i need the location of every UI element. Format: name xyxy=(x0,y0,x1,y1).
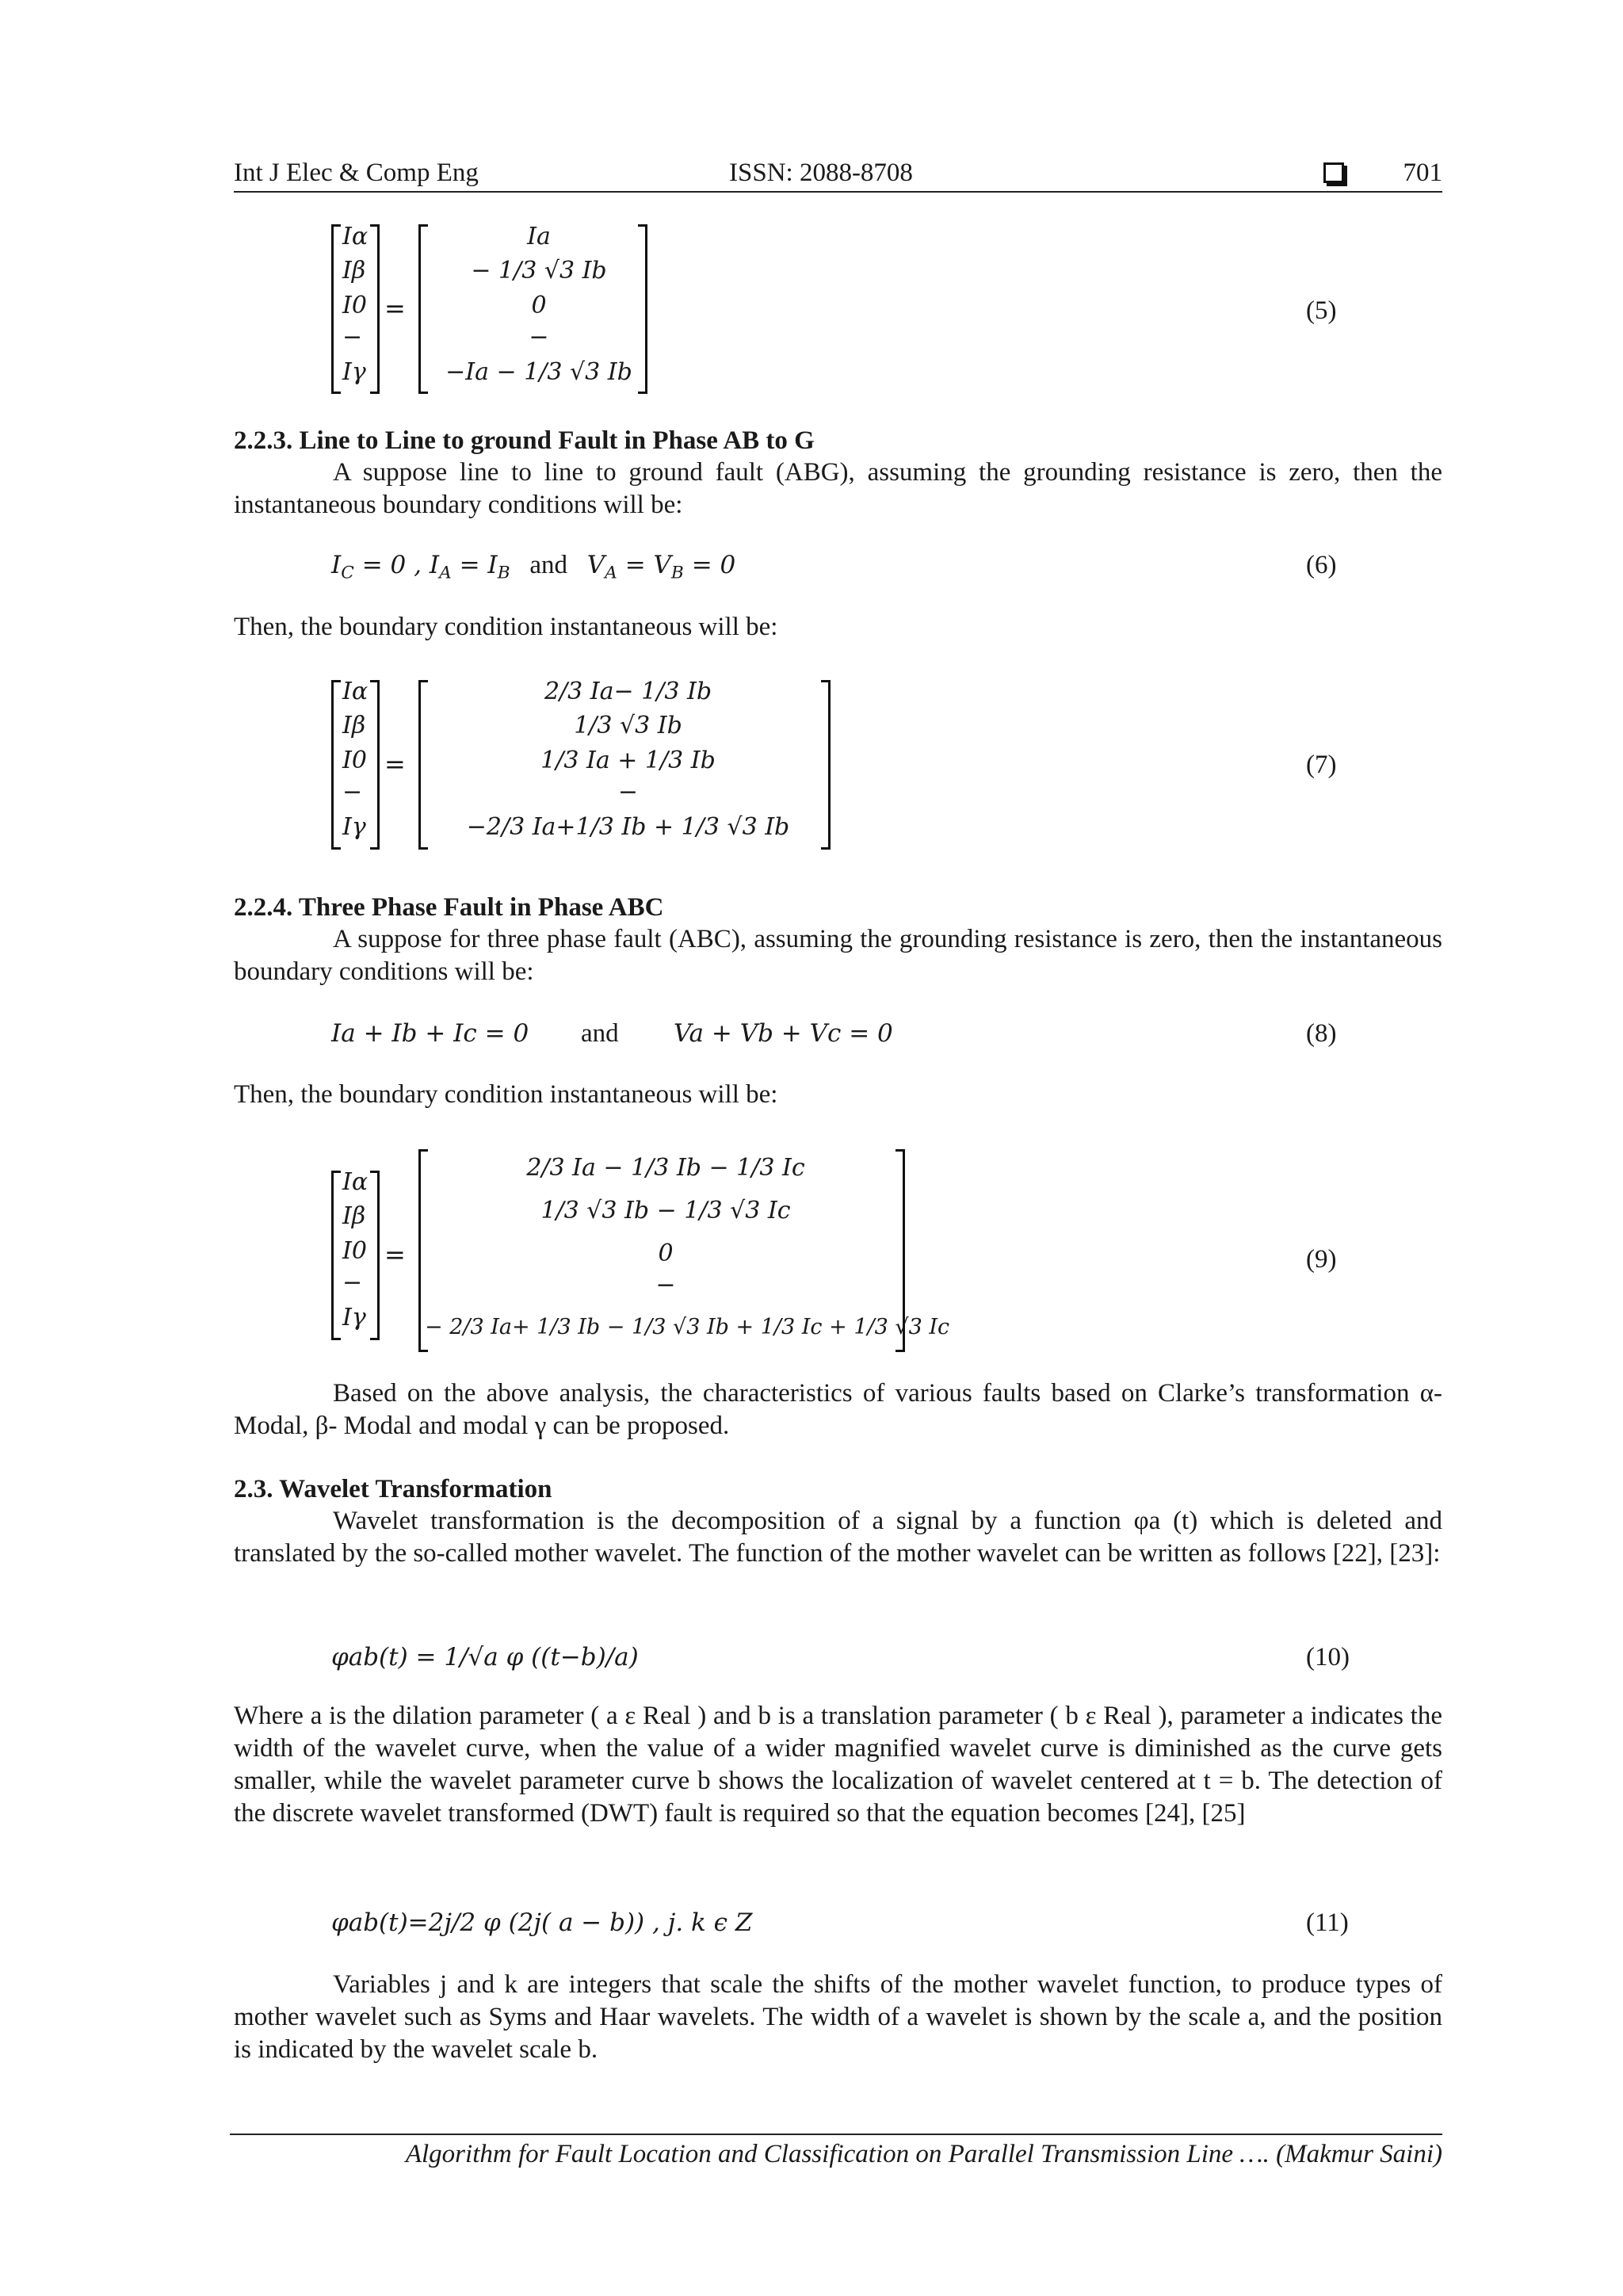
equation-11-text: φab(t)=2j/2 φ (2j( a − b)) , j. k ϵ Z xyxy=(331,1908,753,1937)
matrix-entry: Iα xyxy=(342,678,369,705)
matrix-entry: Iβ xyxy=(342,712,366,739)
equation-8-left: Ia + Ib + Ic = 0 xyxy=(331,1019,529,1048)
matrix-entry: Iγ xyxy=(342,1304,366,1331)
equals-sign: = xyxy=(384,293,406,323)
matrix-entry: 0 xyxy=(658,1240,674,1267)
paragraph xyxy=(234,1505,1442,1570)
bracket-left xyxy=(331,224,341,394)
equation-number: (8) xyxy=(1306,1019,1337,1048)
bracket-right xyxy=(370,1171,380,1340)
equation-6: $I_C = 0$ , $I_A = I_B$ and $V_A = V_B = 0$ xyxy=(331,551,736,583)
page-number: 701 xyxy=(1403,159,1442,187)
equation-number: (6) xyxy=(1306,551,1337,579)
equals-sign: = xyxy=(384,749,406,779)
equals-sign: = xyxy=(384,1240,406,1270)
matrix-entry: 1/3 Ia + 1/3 Ib xyxy=(540,747,716,774)
equation-8 xyxy=(331,1017,529,1050)
equation-number: (10) xyxy=(1306,1643,1350,1671)
equation-11 xyxy=(331,1906,752,1939)
paragraph xyxy=(234,457,1442,521)
running-footer: Algorithm for Fault Location and Classification on Parallel Transmission Line …. (Makmur Saini) xyxy=(405,2140,1442,2168)
matrix-entry: Iβ xyxy=(342,1202,366,1230)
matrix-entry: − xyxy=(529,323,549,351)
matrix-entry: − xyxy=(342,1269,363,1297)
matrix-entry: − 1/3 √3 Ib xyxy=(471,257,607,285)
matrix-entry: Iγ xyxy=(342,358,366,386)
paragraph xyxy=(234,1969,1442,2066)
equation-8-right-wrap xyxy=(674,1017,893,1050)
issn: ISSN: 2088-8708 xyxy=(729,159,913,187)
section-heading: 2.3. Wavelet Transformation xyxy=(234,1475,552,1503)
paragraph-text: A suppose line to line to ground fault (ABG), assuming the grounding resistance is zero, then the instantaneous boundary conditions will be: xyxy=(234,458,1442,519)
matrix-entry: I0 xyxy=(342,747,367,774)
matrix-entry: I0 xyxy=(342,292,367,319)
matrix-entry: Iβ xyxy=(342,257,366,285)
bracket-right xyxy=(638,224,647,394)
paragraph-text: Based on the above analysis, the characteristics of various faults based on Clarke’s transformation α- Modal, β- Modal and modal γ can be proposed. xyxy=(234,1379,1442,1440)
paragraph: Then, the boundary condition instantaneous will be: xyxy=(234,1080,778,1109)
bracket-right xyxy=(370,224,380,394)
section-heading: 2.2.3. Line to Line to ground Fault in Phase AB to G xyxy=(234,426,815,455)
equation-number: (7) xyxy=(1306,751,1337,779)
equation-10-text: φab(t) = 1/√a φ ((t−b)/a) xyxy=(331,1643,639,1671)
bracket-right xyxy=(821,680,831,850)
equation-8-and: and xyxy=(581,1019,619,1048)
matrix-entry: −2/3 Ia+1/3 Ib + 1/3 √3 Ib xyxy=(466,813,790,841)
square-icon xyxy=(1323,162,1344,183)
equation-number: (9) xyxy=(1306,1245,1337,1274)
bracket-left xyxy=(331,680,341,850)
paragraph: Then, the boundary condition instantaneous will be: xyxy=(234,613,778,641)
matrix-entry: I0 xyxy=(342,1237,367,1265)
matrix-entry: − xyxy=(655,1271,676,1299)
running-head xyxy=(234,155,1442,190)
equation-number: (5) xyxy=(1306,296,1337,325)
matrix-entry: −Ia − 1/3 √3 Ib xyxy=(445,358,632,386)
equation-8-right: Va + Vb + Vc = 0 xyxy=(674,1019,893,1048)
section-heading: 2.2.4. Three Phase Fault in Phase ABC xyxy=(234,893,664,922)
matrix-entry: − xyxy=(617,778,639,806)
matrix-entry: Iγ xyxy=(342,813,366,841)
matrix-entry: Ia xyxy=(527,223,551,250)
matrix-entry: 2/3 Ia− 1/3 Ib xyxy=(544,678,712,705)
paragraph: Where a is the dilation parameter ( a ε Real ) and b is a translation parameter ( b ε Real ), parameter a indicates the width of the wavelet curve, when the value of a wider magnified wavelet curve is diminished as the curve gets smaller, while the wavelet parameter curve b shows the localization of wavelet centered at t = b. The detection of the discrete wavelet transformed (DWT) fault is required so that the equation becomes [24], [25] xyxy=(234,1702,1442,1828)
bracket-right xyxy=(370,680,380,850)
matrix-entry: − xyxy=(342,323,363,351)
header-rule xyxy=(234,191,1442,193)
paragraph xyxy=(234,1377,1442,1442)
paragraph xyxy=(234,923,1442,988)
matrix-entry: 0 xyxy=(531,292,547,319)
journal-name: Int J Elec & Comp Eng xyxy=(234,159,479,187)
matrix-entry: − 2/3 Ia+ 1/3 Ib − 1/3 √3 Ib + 1/3 Ic + 1/3 √3 Ic xyxy=(425,1315,950,1339)
bracket-left xyxy=(331,1171,341,1340)
matrix-entry: 1/3 √3 Ib − 1/3 √3 Ic xyxy=(540,1197,791,1224)
paragraph-text: A suppose for three phase fault (ABC), assuming the grounding resistance is zero, then the instantaneous boundary conditions will be: xyxy=(234,925,1442,986)
matrix-entry: Iα xyxy=(342,1168,369,1196)
bracket-left xyxy=(418,680,428,850)
bracket-right xyxy=(896,1149,905,1352)
matrix-entry: 2/3 Ia − 1/3 Ib − 1/3 Ic xyxy=(526,1154,805,1182)
equation-number: (11) xyxy=(1306,1908,1349,1937)
equation-10 xyxy=(331,1641,639,1674)
matrix-entry: Iα xyxy=(342,223,369,250)
paragraph-text: Variables j and k are integers that scale the shifts of the mother wavelet function, to produce types of mother wavelet such as Syms and Haar wavelets. The width of a wavelet is shown by the scale a, and the position is indicated by the wavelet scale b. xyxy=(234,1970,1442,2064)
matrix-entry: 1/3 √3 Ib xyxy=(574,712,682,739)
footer-rule xyxy=(230,2134,1442,2135)
matrix-entry: − xyxy=(342,778,363,806)
paragraph-text: Wavelet transformation is the decomposition of a signal by a function φa (t) which is deleted and translated by the so-called mother wavelet. The function of the mother wavelet can be written as follows [22], [23]: xyxy=(234,1507,1442,1568)
